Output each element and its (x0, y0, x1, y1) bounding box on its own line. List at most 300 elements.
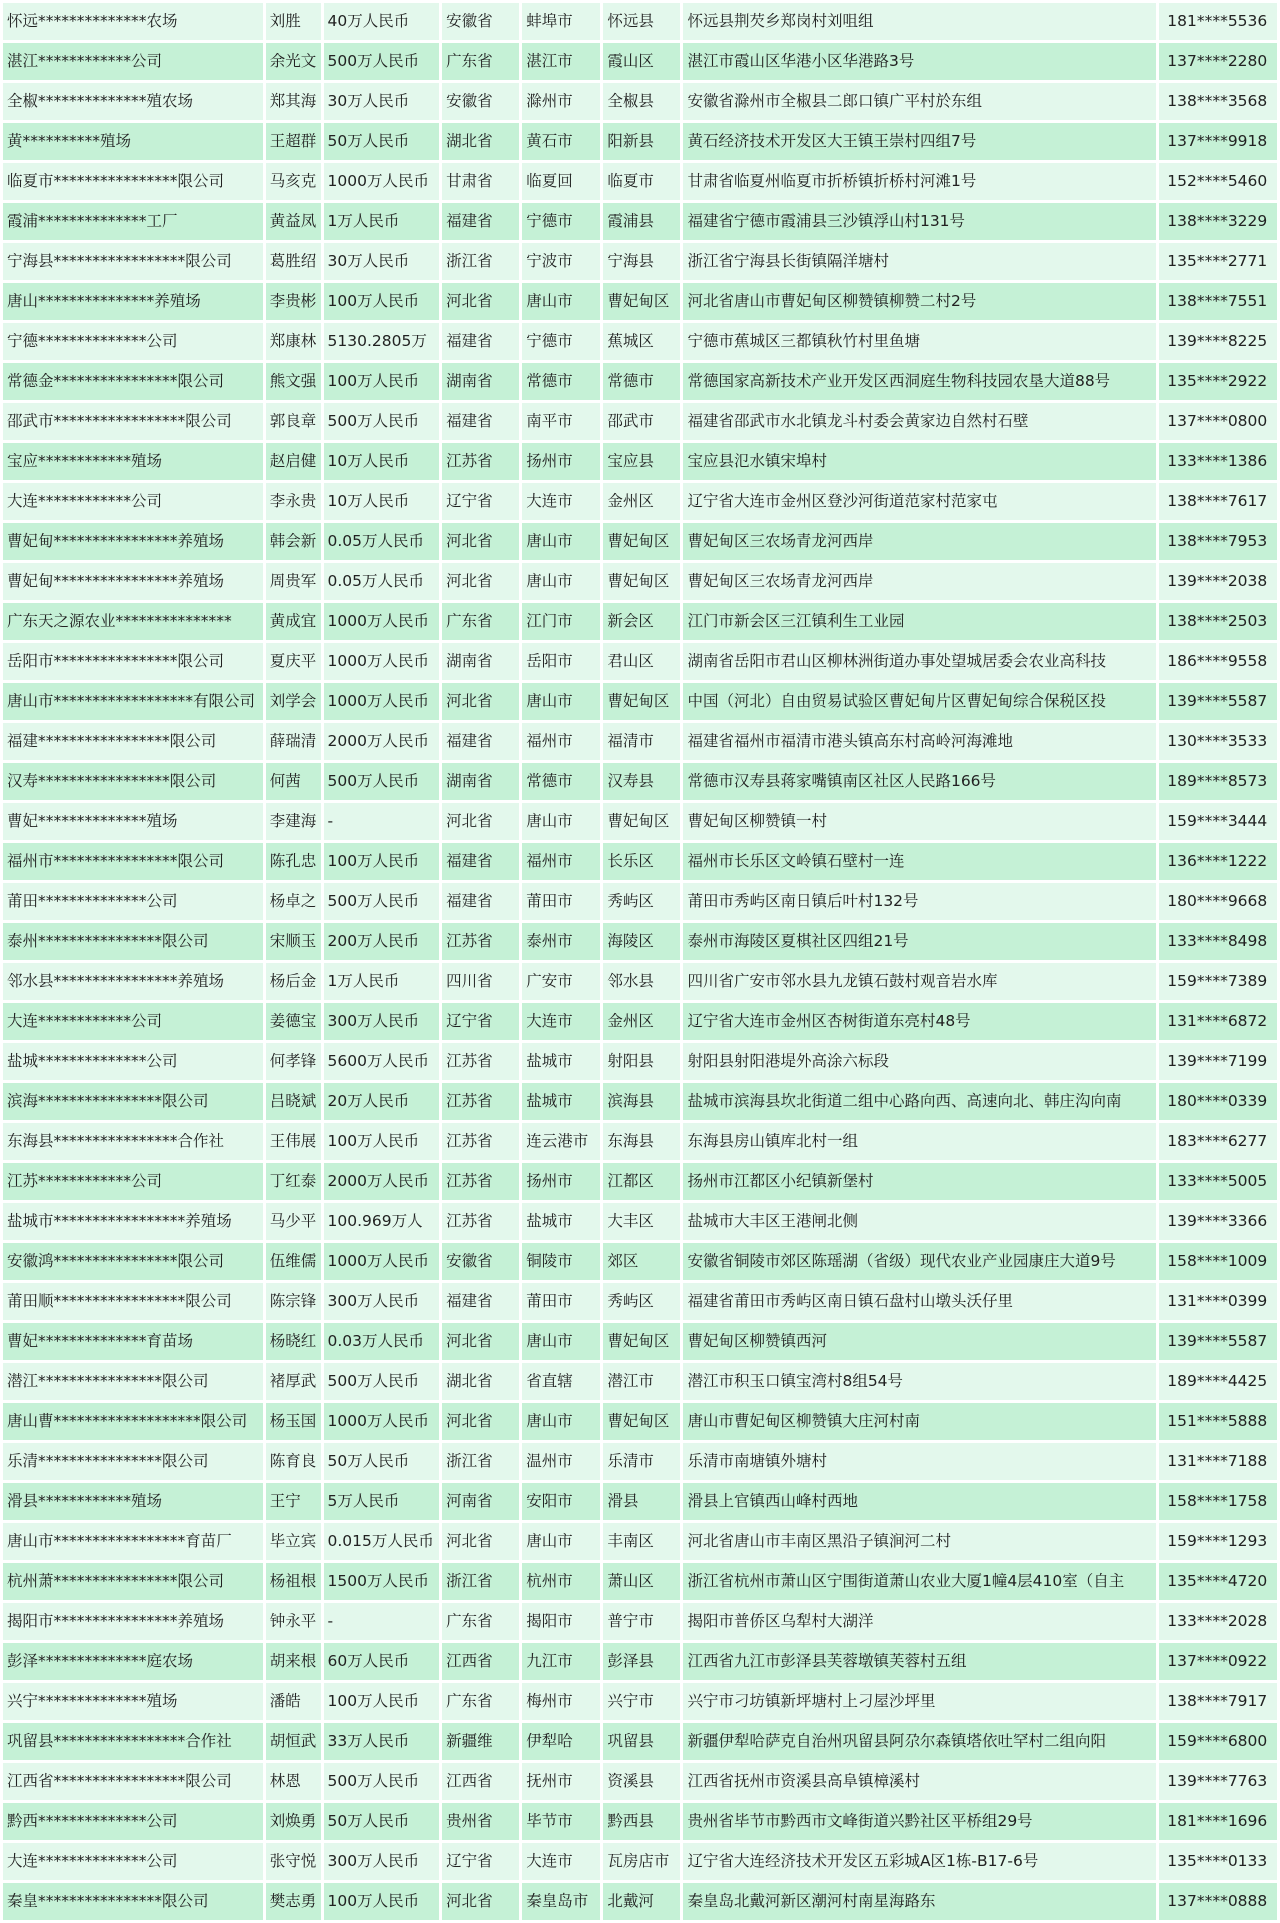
address-cell: 福建省邵武市水北镇龙斗村委会黄家边自然村石壁 (683, 403, 1156, 440)
province-cell: 福建省 (442, 203, 519, 240)
company-name-cell: 揭阳市****************养殖场 (3, 1603, 263, 1640)
company-name-cell: 邻水县****************养殖场 (3, 963, 263, 1000)
phone-cell: 138****7917 (1159, 1683, 1277, 1720)
province-cell: 广东省 (442, 43, 519, 80)
company-name-cell: 唐山曹*******************限公司 (3, 1403, 263, 1440)
phone-cell: 181****1696 (1159, 1803, 1277, 1840)
registered-capital-cell: 1000万人民币 (324, 1403, 440, 1440)
table-row (3, 403, 1277, 440)
phone-cell: 138****3568 (1159, 83, 1277, 120)
phone-cell: 180****9668 (1159, 883, 1277, 920)
registered-capital-cell: 0.05万人民币 (324, 563, 440, 600)
table-row (3, 1443, 1277, 1480)
district-cell: 兴宁市 (603, 1683, 680, 1720)
city-cell: 泰州市 (522, 923, 600, 960)
table-row (3, 1123, 1277, 1160)
district-cell: 大丰区 (603, 1203, 680, 1240)
legal-person-cell: 张守悦 (266, 1843, 321, 1880)
registered-capital-cell: 500万人民币 (324, 1763, 440, 1800)
address-cell: 浙江省杭州市萧山区宁围街道萧山农业大厦1幢4层410室（自主 (683, 1563, 1156, 1600)
registered-capital-cell: 100万人民币 (324, 283, 440, 320)
registered-capital-cell: 1000万人民币 (324, 163, 440, 200)
registered-capital-cell: 10万人民币 (324, 443, 440, 480)
company-name-cell: 滨海****************限公司 (3, 1083, 263, 1120)
legal-person-cell: 黄成宜 (266, 603, 321, 640)
city-cell: 唐山市 (522, 1523, 600, 1560)
district-cell: 阳新县 (603, 123, 680, 160)
registered-capital-cell: - (324, 1603, 440, 1640)
city-cell: 蚌埠市 (522, 3, 600, 40)
city-cell: 大连市 (522, 1003, 600, 1040)
table-row (3, 1763, 1277, 1800)
phone-cell: 159****1293 (1159, 1523, 1277, 1560)
table-row (3, 963, 1277, 1000)
table-row (3, 1243, 1277, 1280)
registered-capital-cell: 200万人民币 (324, 923, 440, 960)
district-cell: 普宁市 (603, 1603, 680, 1640)
province-cell: 河北省 (442, 683, 519, 720)
phone-cell: 183****6277 (1159, 1123, 1277, 1160)
company-name-cell: 宁德**************公司 (3, 323, 263, 360)
province-cell: 四川省 (442, 963, 519, 1000)
table-row (3, 203, 1277, 240)
legal-person-cell: 刘胜 (266, 3, 321, 40)
phone-cell: 189****8573 (1159, 763, 1277, 800)
company-name-cell: 盐城市*****************养殖场 (3, 1203, 263, 1240)
company-name-cell: 福州市****************限公司 (3, 843, 263, 880)
company-name-cell: 安徽鸿****************限公司 (3, 1243, 263, 1280)
city-cell: 温州市 (522, 1443, 600, 1480)
legal-person-cell: 李永贵 (266, 483, 321, 520)
table-row (3, 603, 1277, 640)
district-cell: 秀屿区 (603, 883, 680, 920)
registered-capital-cell: 300万人民币 (324, 1283, 440, 1320)
phone-cell: 131****7188 (1159, 1443, 1277, 1480)
company-name-cell: 怀远**************农场 (3, 3, 263, 40)
company-name-cell: 秦皇****************限公司 (3, 1883, 263, 1920)
phone-cell: 137****0888 (1159, 1883, 1277, 1920)
district-cell: 瓦房店市 (603, 1843, 680, 1880)
table-row (3, 1283, 1277, 1320)
province-cell: 湖北省 (442, 1363, 519, 1400)
phone-cell: 137****0800 (1159, 403, 1277, 440)
city-cell: 湛江市 (522, 43, 600, 80)
legal-person-cell: 王伟展 (266, 1123, 321, 1160)
address-cell: 河北省唐山市丰南区黑沿子镇涧河二村 (683, 1523, 1156, 1560)
company-name-cell: 黔西**************公司 (3, 1803, 263, 1840)
district-cell: 滨海县 (603, 1083, 680, 1120)
table-row (3, 1363, 1277, 1400)
city-cell: 杭州市 (522, 1563, 600, 1600)
province-cell: 福建省 (442, 403, 519, 440)
phone-cell: 139****3366 (1159, 1203, 1277, 1240)
table-row (3, 243, 1277, 280)
address-cell: 辽宁省大连市金州区杏树街道东亮村48号 (683, 1003, 1156, 1040)
table-row (3, 483, 1277, 520)
phone-cell: 139****7763 (1159, 1763, 1277, 1800)
phone-cell: 186****9558 (1159, 643, 1277, 680)
company-table-body (3, 3, 1277, 1920)
city-cell: 宁波市 (522, 243, 600, 280)
district-cell: 金州区 (603, 483, 680, 520)
legal-person-cell: 伍维儒 (266, 1243, 321, 1280)
district-cell: 萧山区 (603, 1563, 680, 1600)
city-cell: 铜陵市 (522, 1243, 600, 1280)
company-name-cell: 曹妃**************殖场 (3, 803, 263, 840)
address-cell: 曹妃甸区柳赞镇一村 (683, 803, 1156, 840)
province-cell: 湖南省 (442, 363, 519, 400)
phone-cell: 138****7551 (1159, 283, 1277, 320)
address-cell: 中国（河北）自由贸易试验区曹妃甸片区曹妃甸综合保税区投 (683, 683, 1156, 720)
registered-capital-cell: 5130.2805万 (324, 323, 440, 360)
table-row (3, 3, 1277, 40)
address-cell: 潜江市积玉口镇宝湾村8组54号 (683, 1363, 1156, 1400)
table-row (3, 163, 1277, 200)
legal-person-cell: 赵启健 (266, 443, 321, 480)
company-name-cell: 邵武市*****************限公司 (3, 403, 263, 440)
phone-cell: 131****0399 (1159, 1283, 1277, 1320)
phone-cell: 139****2038 (1159, 563, 1277, 600)
company-name-cell: 兴宁**************殖场 (3, 1683, 263, 1720)
city-cell: 抚州市 (522, 1763, 600, 1800)
legal-person-cell: 杨后金 (266, 963, 321, 1000)
phone-cell: 135****4720 (1159, 1563, 1277, 1600)
district-cell: 新会区 (603, 603, 680, 640)
city-cell: 大连市 (522, 483, 600, 520)
legal-person-cell: 黄益凤 (266, 203, 321, 240)
address-cell: 滑县上官镇西山峰村西地 (683, 1483, 1156, 1520)
registered-capital-cell: 33万人民币 (324, 1723, 440, 1760)
legal-person-cell: 胡来根 (266, 1643, 321, 1680)
city-cell: 唐山市 (522, 563, 600, 600)
table-row (3, 43, 1277, 80)
district-cell: 曹妃甸区 (603, 1403, 680, 1440)
company-name-cell: 大连************公司 (3, 483, 263, 520)
legal-person-cell: 胡恒武 (266, 1723, 321, 1760)
city-cell: 黄石市 (522, 123, 600, 160)
company-name-cell: 滑县************殖场 (3, 1483, 263, 1520)
address-cell: 安徽省滁州市全椒县二郎口镇广平村於东组 (683, 83, 1156, 120)
company-name-cell: 汉寿*****************限公司 (3, 763, 263, 800)
province-cell: 辽宁省 (442, 1843, 519, 1880)
table-row (3, 1163, 1277, 1200)
district-cell: 黔西县 (603, 1803, 680, 1840)
city-cell: 江门市 (522, 603, 600, 640)
registered-capital-cell: 20万人民币 (324, 1083, 440, 1120)
company-name-cell: 乐清****************限公司 (3, 1443, 263, 1480)
legal-person-cell: 郑康林 (266, 323, 321, 360)
province-cell: 河北省 (442, 803, 519, 840)
district-cell: 宁海县 (603, 243, 680, 280)
company-name-cell: 杭州萧****************限公司 (3, 1563, 263, 1600)
table-row (3, 1603, 1277, 1640)
registered-capital-cell: 1000万人民币 (324, 1243, 440, 1280)
province-cell: 广东省 (442, 1683, 519, 1720)
city-cell: 滁州市 (522, 83, 600, 120)
company-name-cell: 唐山***************养殖场 (3, 283, 263, 320)
registered-capital-cell: 60万人民币 (324, 1643, 440, 1680)
table-row (3, 723, 1277, 760)
legal-person-cell: 钟永平 (266, 1603, 321, 1640)
phone-cell: 135****0133 (1159, 1843, 1277, 1880)
legal-person-cell: 余光文 (266, 43, 321, 80)
company-name-cell: 曹妃**************育苗场 (3, 1323, 263, 1360)
phone-cell: 189****4425 (1159, 1363, 1277, 1400)
phone-cell: 151****5888 (1159, 1403, 1277, 1440)
district-cell: 曹妃甸区 (603, 1323, 680, 1360)
phone-cell: 159****7389 (1159, 963, 1277, 1000)
province-cell: 江苏省 (442, 1203, 519, 1240)
city-cell: 莆田市 (522, 1283, 600, 1320)
province-cell: 河北省 (442, 523, 519, 560)
legal-person-cell: 刘焕勇 (266, 1803, 321, 1840)
table-row (3, 1643, 1277, 1680)
address-cell: 常德市汉寿县蒋家嘴镇南区社区人民路166号 (683, 763, 1156, 800)
district-cell: 君山区 (603, 643, 680, 680)
table-row (3, 843, 1277, 880)
legal-person-cell: 姜德宝 (266, 1003, 321, 1040)
province-cell: 河北省 (442, 1883, 519, 1920)
address-cell: 辽宁省大连经济技术开发区五彩城A区1栋-B17-6号 (683, 1843, 1156, 1880)
legal-person-cell: 陈孔忠 (266, 843, 321, 880)
table-row (3, 1803, 1277, 1840)
district-cell: 金州区 (603, 1003, 680, 1040)
registered-capital-cell: 100万人民币 (324, 1683, 440, 1720)
company-name-cell: 莆田顺*****************限公司 (3, 1283, 263, 1320)
province-cell: 浙江省 (442, 1563, 519, 1600)
phone-cell: 133****8498 (1159, 923, 1277, 960)
legal-person-cell: 何孝锋 (266, 1043, 321, 1080)
legal-person-cell: 马少平 (266, 1203, 321, 1240)
district-cell: 宝应县 (603, 443, 680, 480)
address-cell: 湛江市霞山区华港小区华港路3号 (683, 43, 1156, 80)
district-cell: 北戴河 (603, 1883, 680, 1920)
company-name-cell: 临夏市****************限公司 (3, 163, 263, 200)
province-cell: 浙江省 (442, 243, 519, 280)
province-cell: 湖南省 (442, 643, 519, 680)
legal-person-cell: 杨晓红 (266, 1323, 321, 1360)
city-cell: 大连市 (522, 1843, 600, 1880)
address-cell: 安徽省铜陵市郊区陈瑶湖（省级）现代农业产业园康庄大道9号 (683, 1243, 1156, 1280)
registered-capital-cell: 1万人民币 (324, 963, 440, 1000)
city-cell: 福州市 (522, 723, 600, 760)
district-cell: 常德市 (603, 363, 680, 400)
address-cell: 乐清市南塘镇外塘村 (683, 1443, 1156, 1480)
table-row (3, 643, 1277, 680)
city-cell: 九江市 (522, 1643, 600, 1680)
district-cell: 秀屿区 (603, 1283, 680, 1320)
company-name-cell: 江苏************公司 (3, 1163, 263, 1200)
city-cell: 扬州市 (522, 1163, 600, 1200)
table-row (3, 1683, 1277, 1720)
company-name-cell: 宝应************殖场 (3, 443, 263, 480)
company-name-cell: 湛江************公司 (3, 43, 263, 80)
district-cell: 蕉城区 (603, 323, 680, 360)
province-cell: 河北省 (442, 1403, 519, 1440)
district-cell: 福清市 (603, 723, 680, 760)
company-name-cell: 广东天之源农业*************** (3, 603, 263, 640)
district-cell: 曹妃甸区 (603, 683, 680, 720)
district-cell: 江都区 (603, 1163, 680, 1200)
district-cell: 海陵区 (603, 923, 680, 960)
table-row (3, 363, 1277, 400)
legal-person-cell: 韩会新 (266, 523, 321, 560)
phone-cell: 159****3444 (1159, 803, 1277, 840)
company-name-cell: 大连**************公司 (3, 1843, 263, 1880)
table-row (3, 1003, 1277, 1040)
district-cell: 彭泽县 (603, 1643, 680, 1680)
legal-person-cell: 李贵彬 (266, 283, 321, 320)
address-cell: 莆田市秀屿区南日镇后叶村132号 (683, 883, 1156, 920)
district-cell: 丰南区 (603, 1523, 680, 1560)
company-name-cell: 黄**********殖场 (3, 123, 263, 160)
city-cell: 秦皇岛市 (522, 1883, 600, 1920)
legal-person-cell: 夏庆平 (266, 643, 321, 680)
address-cell: 江门市新会区三江镇利生工业园 (683, 603, 1156, 640)
company-name-cell: 江西省*****************限公司 (3, 1763, 263, 1800)
registered-capital-cell: 0.05万人民币 (324, 523, 440, 560)
table-row (3, 123, 1277, 160)
table-row (3, 923, 1277, 960)
province-cell: 江苏省 (442, 443, 519, 480)
address-cell: 揭阳市普侨区乌犁村大湖洋 (683, 1603, 1156, 1640)
phone-cell: 136****1222 (1159, 843, 1277, 880)
city-cell: 省直辖 (522, 1363, 600, 1400)
table-row (3, 523, 1277, 560)
registered-capital-cell: 500万人民币 (324, 763, 440, 800)
district-cell: 长乐区 (603, 843, 680, 880)
city-cell: 常德市 (522, 763, 600, 800)
address-cell: 秦皇岛北戴河新区潮河村南星海路东 (683, 1883, 1156, 1920)
legal-person-cell: 陈宗锋 (266, 1283, 321, 1320)
phone-cell: 181****5536 (1159, 3, 1277, 40)
table-row (3, 1883, 1277, 1920)
province-cell: 江苏省 (442, 1043, 519, 1080)
legal-person-cell: 刘学会 (266, 683, 321, 720)
address-cell: 曹妃甸区三农场青龙河西岸 (683, 523, 1156, 560)
district-cell: 临夏市 (603, 163, 680, 200)
registered-capital-cell: 30万人民币 (324, 243, 440, 280)
registered-capital-cell: 50万人民币 (324, 1803, 440, 1840)
phone-cell: 138****7617 (1159, 483, 1277, 520)
phone-cell: 138****7953 (1159, 523, 1277, 560)
company-name-cell: 全椒**************殖农场 (3, 83, 263, 120)
city-cell: 伊犁哈 (522, 1723, 600, 1760)
address-cell: 福州市长乐区文岭镇石壁村一连 (683, 843, 1156, 880)
table-row (3, 1723, 1277, 1760)
address-cell: 射阳县射阳港堤外高涂六标段 (683, 1043, 1156, 1080)
district-cell: 全椒县 (603, 83, 680, 120)
phone-cell: 133****2028 (1159, 1603, 1277, 1640)
district-cell: 怀远县 (603, 3, 680, 40)
city-cell: 福州市 (522, 843, 600, 880)
district-cell: 滑县 (603, 1483, 680, 1520)
city-cell: 连云港市 (522, 1123, 600, 1160)
company-name-cell: 福建*****************限公司 (3, 723, 263, 760)
address-cell: 贵州省毕节市黔西市文峰街道兴黔社区平桥组29号 (683, 1803, 1156, 1840)
province-cell: 江西省 (442, 1643, 519, 1680)
address-cell: 河北省唐山市曹妃甸区柳赞镇柳赞二村2号 (683, 283, 1156, 320)
company-name-cell: 曹妃甸****************养殖场 (3, 563, 263, 600)
district-cell: 曹妃甸区 (603, 523, 680, 560)
province-cell: 福建省 (442, 1283, 519, 1320)
province-cell: 江苏省 (442, 1123, 519, 1160)
registered-capital-cell: 500万人民币 (324, 1363, 440, 1400)
city-cell: 临夏回 (522, 163, 600, 200)
province-cell: 安徽省 (442, 3, 519, 40)
registered-capital-cell: 5600万人民币 (324, 1043, 440, 1080)
phone-cell: 159****6800 (1159, 1723, 1277, 1760)
legal-person-cell: 毕立宾 (266, 1523, 321, 1560)
city-cell: 广安市 (522, 963, 600, 1000)
city-cell: 梅州市 (522, 1683, 600, 1720)
company-name-cell: 潜江****************限公司 (3, 1363, 263, 1400)
district-cell: 乐清市 (603, 1443, 680, 1480)
province-cell: 江苏省 (442, 1083, 519, 1120)
registered-capital-cell: 30万人民币 (324, 83, 440, 120)
city-cell: 宁德市 (522, 203, 600, 240)
registered-capital-cell: 100万人民币 (324, 363, 440, 400)
city-cell: 盐城市 (522, 1083, 600, 1120)
address-cell: 盐城市滨海县坎北街道二组中心路向西、高速向北、韩庄沟向南 (683, 1083, 1156, 1120)
legal-person-cell: 周贵军 (266, 563, 321, 600)
phone-cell: 138****3229 (1159, 203, 1277, 240)
company-name-cell: 泰州****************限公司 (3, 923, 263, 960)
province-cell: 贵州省 (442, 1803, 519, 1840)
province-cell: 辽宁省 (442, 1003, 519, 1040)
address-cell: 甘肃省临夏州临夏市折桥镇折桥村河滩1号 (683, 163, 1156, 200)
address-cell: 江西省九江市彭泽县芙蓉墩镇芙蓉村五组 (683, 1643, 1156, 1680)
company-name-cell: 常德金****************限公司 (3, 363, 263, 400)
address-cell: 兴宁市刁坊镇新坪塘村上刁屋沙坪里 (683, 1683, 1156, 1720)
address-cell: 曹妃甸区柳赞镇西河 (683, 1323, 1156, 1360)
province-cell: 江苏省 (442, 923, 519, 960)
legal-person-cell: 李建海 (266, 803, 321, 840)
address-cell: 怀远县荆芡乡郑岗村刘咀组 (683, 3, 1156, 40)
phone-cell: 131****6872 (1159, 1003, 1277, 1040)
province-cell: 福建省 (442, 883, 519, 920)
company-name-cell: 莆田**************公司 (3, 883, 263, 920)
city-cell: 唐山市 (522, 803, 600, 840)
registered-capital-cell: 300万人民币 (324, 1843, 440, 1880)
city-cell: 常德市 (522, 363, 600, 400)
table-row (3, 323, 1277, 360)
address-cell: 江西省抚州市资溪县高阜镇樟溪村 (683, 1763, 1156, 1800)
registered-capital-cell: 1000万人民币 (324, 643, 440, 680)
phone-cell: 180****0339 (1159, 1083, 1277, 1120)
table-row (3, 1403, 1277, 1440)
registered-capital-cell: 2000万人民币 (324, 1163, 440, 1200)
phone-cell: 137****9918 (1159, 123, 1277, 160)
company-name-cell: 东海县****************合作社 (3, 1123, 263, 1160)
legal-person-cell: 郭良章 (266, 403, 321, 440)
registered-capital-cell: 500万人民币 (324, 43, 440, 80)
legal-person-cell: 杨玉国 (266, 1403, 321, 1440)
table-row (3, 563, 1277, 600)
phone-cell: 135****2922 (1159, 363, 1277, 400)
district-cell: 射阳县 (603, 1043, 680, 1080)
table-row (3, 803, 1277, 840)
phone-cell: 133****5005 (1159, 1163, 1277, 1200)
address-cell: 泰州市海陵区夏棋社区四组21号 (683, 923, 1156, 960)
company-name-cell: 大连************公司 (3, 1003, 263, 1040)
city-cell: 盐城市 (522, 1203, 600, 1240)
district-cell: 汉寿县 (603, 763, 680, 800)
legal-person-cell: 潘皓 (266, 1683, 321, 1720)
legal-person-cell: 王超群 (266, 123, 321, 160)
city-cell: 宁德市 (522, 323, 600, 360)
company-name-cell: 岳阳市****************限公司 (3, 643, 263, 680)
